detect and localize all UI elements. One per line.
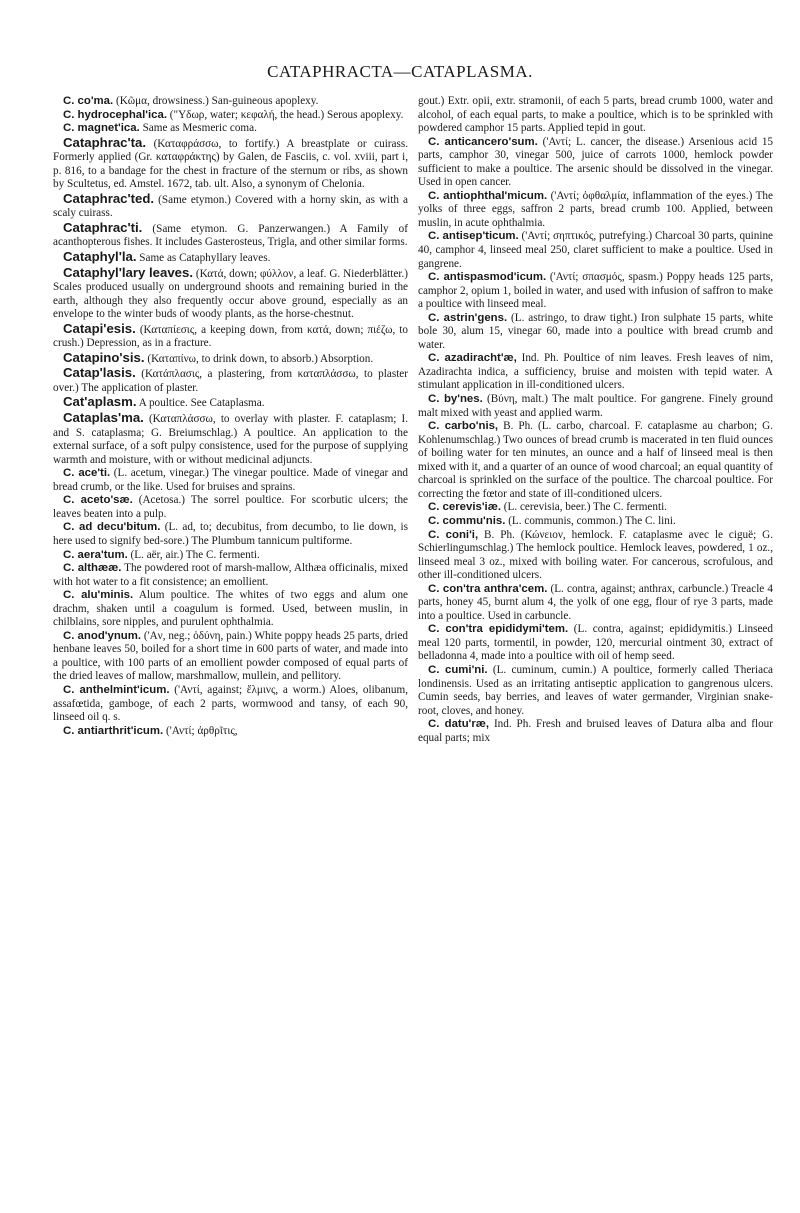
- entry-headword: C. aera'tum.: [63, 548, 128, 561]
- entry-headword: C. alu'minis.: [63, 589, 134, 602]
- entry-headword: C. antiarthrit'icum.: [63, 724, 164, 737]
- entry-definition: (L. aër, air.) The C. fermenti.: [130, 548, 260, 561]
- entry-definition: A poultice. See Cataplasma.: [138, 397, 265, 410]
- entry-definition: (Κατάπλασις, a plastering, from καταπλάσσω, to plaster over.) The application of plaster.: [53, 368, 409, 394]
- entry-definition: B. Ph. (L. carbo, charcoal. F. cataplasme au charbon; G. Kohlenumschlag.) Two ounces of bread crumb is macerated in ten fluid ounces of boiling water for ten minutes, an ounce and a half of linseed meal is then mixed with it, and a quarter of an ounce of wood charcoal; an equal quantity of charcoal is sprinkled on the surface of the poultice. The charcoal poultice. For correcting the fœtor and state of ill-conditioned ulcers.: [418, 420, 773, 500]
- entry-headword: C. cumi'ni.: [428, 663, 488, 676]
- entry-headword: Cataphrac'ti.: [63, 219, 143, 235]
- entry-definition: (L. ad, to; decubitus, from decumbo, to lie down, is here used to signify bed-sore.) The Plumbum tannicum pultiforme.: [53, 521, 408, 547]
- dictionary-entry: [53, 136, 408, 192]
- dictionary-entry: [418, 515, 773, 529]
- dictionary-entry: [418, 271, 773, 312]
- dictionary-entry: [418, 352, 773, 393]
- dictionary-entry: [53, 494, 408, 521]
- dictionary-entry: [53, 467, 408, 494]
- entry-headword: C. ad decu'bitum.: [63, 521, 161, 534]
- dictionary-entry: [53, 630, 408, 684]
- entry-definition: Ind. Ph. Fresh and bruised leaves of Datura alba and flour equal parts; mix: [418, 718, 773, 744]
- entry-definition: ('Αντί; σπασμός, spasm.) Poppy heads 125 parts, camphor 2, opium 1, boiled in water, and used with infusion of saffron to make a poultice with linseed meal.: [418, 271, 773, 311]
- dictionary-entry: [418, 664, 773, 718]
- entry-headword: C. cerevis'iæ.: [428, 501, 501, 514]
- dictionary-entry: [418, 312, 773, 353]
- entry-headword: C. magnet'ica.: [63, 122, 140, 135]
- entry-definition: (L. cerevisia, beer.) The C. fermenti.: [503, 501, 667, 514]
- dictionary-entry: [53, 266, 408, 322]
- dictionary-entry: [53, 411, 408, 467]
- entry-headword: C. con'tra epididymi'tem.: [428, 623, 569, 636]
- dictionary-entry: [53, 589, 408, 630]
- entry-headword: Cataphrac'ted.: [63, 190, 155, 206]
- dictionary-entry: [53, 322, 408, 351]
- entry-headword: C. carbo'nis,: [428, 420, 499, 433]
- entry-headword: C. azadiracht'æ,: [428, 352, 517, 365]
- entry-definition: (Καταπλάσσω, to overlay with plaster. F. cataplasm; I. and S. cataplasma; G. Breiumschlag.) A poultice. An application to the external surface, of a soft pulpy consistence, used for the purpose of supplying warmth and moisture, with or without medicinal adjuncts.: [53, 413, 409, 466]
- entry-definition: ('Αντί, against; ἕλμινς, a worm.) Aloes, olibanum, assafœtida, gamboge, of each 2 parts, wormwood and tansy, of each 90, linseed oil q. s.: [53, 683, 408, 724]
- entry-headword: C. anticancero'sum.: [428, 135, 538, 148]
- entry-definition: (Καταφράσσω, to fortify.) A breastplate or cuirass. Formerly applied (Gr. καταφράκτης) by Galen, de Fasciis, c. vol. xviii, part i, p. 816, to a bandage for the chest in fracture of the sternum or ribs, as shown by Scultetus, ed. Amstel. 1672, tab. ult. Also, a synonym of Chelonia.: [53, 137, 408, 191]
- dictionary-entry: [53, 725, 408, 739]
- dictionary-entry: [53, 109, 408, 123]
- dictionary-entry: [53, 192, 408, 221]
- dictionary-entry: [418, 718, 773, 745]
- dictionary-entry: [418, 501, 773, 515]
- entry-definition: (L. communis, common.) The C. lini.: [508, 514, 676, 527]
- running-head: CATAPHRACTA—CATAPLASMA.: [267, 62, 533, 81]
- dictionary-entry: [418, 623, 773, 664]
- entry-definition: (Καταπίνω, to drink down, to absorb.) Absorption.: [147, 352, 374, 365]
- entry-definition: The powdered root of marsh-mallow, Althæa officinalis, mixed with hot water to a fit consistence; an emollient.: [53, 562, 408, 588]
- dictionary-entry: [418, 393, 773, 420]
- dictionary-entry: [53, 684, 408, 725]
- entry-headword: C. con'tra anthra'cem.: [428, 582, 548, 595]
- dictionary-entry: [53, 395, 408, 411]
- entry-definition: gout.) Extr. opii, extr. stramonii, of each 5 parts, bread crumb 1000, water and alcohol, of each equal parts, to make a poultice, which is to be sprinkled with powdered camphor 15 parts. Applied tepid in gout.: [418, 95, 773, 135]
- left-column: [53, 95, 408, 738]
- entry-definition: (Same etymon. G. Panzerwangen.) A Family of acanthopterous fishes. It includes Gasterosteus, Trigla, and other similar forms.: [53, 222, 408, 249]
- entry-headword: C. co'ma.: [63, 95, 114, 107]
- entry-definition: (L. contra, against; anthrax, carbuncle.) Treacle 4 parts, honey 45, burnt alum 4, the yolk of one egg, flour of rye 3 parts, made into a poultice. Used in carbuncle.: [418, 582, 773, 622]
- entry-definition: (L. acetum, vinegar.) The vinegar poultice. Made of vinegar and bread crumb, or the like. Used for bruises and sprains.: [53, 467, 409, 493]
- dictionary-entry: [418, 95, 773, 136]
- entry-definition: ('Αντί; ἀρθρῖτις,: [165, 724, 238, 737]
- entry-headword: Catapi'esis.: [63, 320, 136, 336]
- entry-definition: ('Αντί; ὀφθαλμία, inflammation of the eyes.) The yolks of three eggs, saffron 2 parts, bread crumb 100. Applied, between muslin, in acute ophthalmia.: [418, 189, 773, 229]
- dictionary-entry: [53, 549, 408, 563]
- dictionary-entry: [418, 583, 773, 624]
- entry-headword: C. hydrocephal'ica.: [63, 108, 167, 121]
- entry-definition: (L. astringo, to draw tight.) Iron sulphate 15 parts, white bole 30, alum 15, vinegar 60, made into a poultice with bread crumb and water.: [418, 311, 773, 351]
- entry-headword: C. commu'nis.: [428, 514, 506, 527]
- entry-headword: Cat'aplasm.: [63, 394, 137, 410]
- dictionary-entry: [53, 95, 408, 109]
- entry-definition: ("Yδωρ, water; κεφαλή, the head.) Serous apoplexy.: [169, 108, 404, 121]
- entry-headword: Catapino'sis.: [63, 349, 145, 365]
- entry-headword: C. antisep'ticum.: [428, 230, 519, 243]
- entry-headword: C. by'nes.: [428, 393, 483, 406]
- dictionary-entry: [418, 529, 773, 583]
- entry-headword: C. aceto'sæ.: [63, 494, 133, 507]
- dictionary-entry: [418, 136, 773, 190]
- entry-definition: Same as Mesmeric coma.: [142, 122, 257, 135]
- entry-definition: ('Αντί; σηπτικός, putrefying.) Charcoal 30 parts, quinine 40, camphor 4, linseed meal 250, claret sufficient to make a poultice. Used in gangrene.: [418, 230, 774, 270]
- dictionary-entry: [53, 366, 408, 395]
- entry-definition: (Κατά, down; φύλλον, a leaf. G. Niederblätter.) Scales produced usually on underground shoots and remaining buried in the earth, although they also frequently occur above ground, especially as an envelope to the winter buds of woody plants, as the horse-chestnut.: [53, 267, 408, 321]
- dictionary-entry: [53, 122, 408, 136]
- entry-definition: Alum poultice. The whites of two eggs and alum one drachm, shaken until a coagulum is formed. Used, between muslin, in chilblains, sore nipples, and purulent ophthalmia.: [53, 589, 409, 629]
- entry-definition: (Καταπίεσις, a keeping down, from κατά, down; πιέζω, to crush.) Depression, as in a fracture.: [53, 323, 408, 350]
- entry-headword: C. ace'ti.: [63, 467, 111, 480]
- entry-headword: Cataphrac'ta.: [63, 134, 147, 150]
- dictionary-entry: [418, 420, 773, 501]
- dictionary-entry: [53, 562, 408, 589]
- entry-headword: Cataplas'ma.: [63, 410, 144, 426]
- entry-definition: (Kῶμα, drowsiness.) San-guineous apoplexy.: [115, 95, 319, 107]
- entry-headword: C. anod'ynum.: [63, 629, 142, 642]
- entry-headword: C. datu'ræ,: [428, 718, 490, 731]
- dictionary-entry: [418, 190, 773, 231]
- dictionary-entry: [53, 351, 408, 367]
- dictionary-entry: [53, 221, 408, 250]
- entry-definition: Ind. Ph. Poultice of nim leaves. Fresh leaves of nim, Azadirachta indica, a sufficiency, bruise and moisten with tepid water. A stimulant application in ill-conditioned ulcers.: [418, 352, 774, 392]
- right-column: [418, 95, 773, 745]
- entry-definition: (L. cuminum, cumin.) A poultice, formerly called Theriaca londinensis. Used as an irritating antiseptic application to gangrenous ulcers. Cumin seeds, bay berries, and leaves of water germander, Virginian snake-root, cloves, and honey.: [418, 663, 774, 717]
- dictionary-entry: [418, 230, 773, 271]
- entry-definition: (L. contra, against; epididymitis.) Linseed meal 120 parts, tormentil, in powder, 120, mercurial ointment 30, extract of belladonna 4, made into a poultice with oil of hemp seed.: [418, 623, 773, 663]
- entry-definition: ('Αντί; L. cancer, the disease.) Arsenious acid 15 parts, camphor 30, vinegar 500, juice of carrots 1000, hemlock powder sufficient to make a poultice. The arsenic should be dissolved in the vinegar. Used in open cancer.: [418, 135, 774, 189]
- entry-headword: C. antispasmod'icum.: [428, 271, 547, 284]
- dictionary-entry: [53, 250, 408, 266]
- entry-headword: C. antiophthal'micum.: [428, 189, 548, 202]
- entry-definition: (Same etymon.) Covered with a horny skin, as with a scaly cuirass.: [53, 193, 408, 220]
- entry-headword: Cataphyl'la.: [63, 249, 137, 265]
- entry-headword: Cataphyl'lary leaves.: [63, 264, 194, 280]
- entry-headword: C. coni'i,: [428, 528, 479, 541]
- entry-headword: C. anthelmint'icum.: [63, 683, 170, 696]
- entry-definition: (Βύνη, malt.) The malt poultice. For gangrene. Finely ground malt mixed with yeast and applied warm.: [418, 393, 774, 419]
- dictionary-entry: [53, 521, 408, 548]
- entry-headword: C. althææ.: [63, 562, 122, 575]
- entry-headword: C. astrin'gens.: [428, 311, 508, 324]
- entry-definition: (Acetosa.) The sorrel poultice. For scorbutic ulcers; the leaves beaten into a pulp.: [53, 494, 408, 520]
- entry-definition: Same as Cataphyllary leaves.: [139, 252, 271, 265]
- entry-definition: ('Aν, neg.; ὀδύνη, pain.) White poppy heads 25 parts, dried henbane leaves 50, boiled for a short time in 600 parts of water, and made into a poultice, with 100 parts of an emollient powder composed of equal parts of the dried leaves of mallow, marshmallow, mullein, and pellitory.: [53, 629, 408, 683]
- entry-definition: B. Ph. (Κώνειον, hemlock. F. cataplasme avec le ciguë; G. Schierlingumschlag.) The hemlock poultice. Hemlock leaves, powdered, 1 oz., linseed meal 3 oz., mixed with boiling water. For cancerous, scrofulous, and other ill-conditioned ulcers.: [418, 528, 774, 582]
- entry-headword: Catap'lasis.: [63, 365, 136, 381]
